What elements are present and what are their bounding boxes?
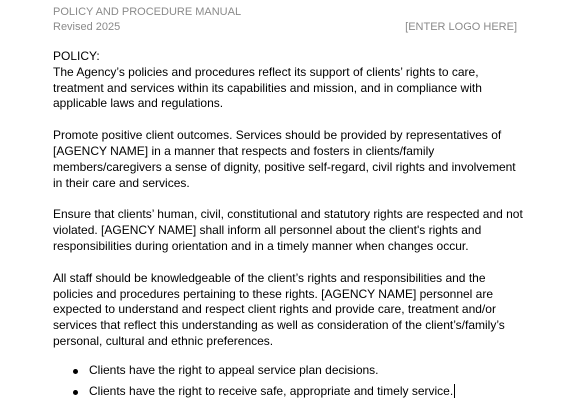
bullet-icon xyxy=(73,369,78,374)
document-body[interactable] xyxy=(53,49,523,405)
rights-list xyxy=(53,363,523,400)
policy-heading: POLICY: xyxy=(53,49,100,63)
list-item-text: Clients have the right to receive safe, appropriate and timely service. xyxy=(89,384,454,399)
logo-placeholder: [ENTER LOGO HERE] xyxy=(405,21,517,33)
list-item xyxy=(53,363,523,379)
paragraph: Promote positive client outcomes. Services should be provided by representatives of [AGENCY NAME] in a manner that respects and fosters in clients/family members/caregivers a sense of dignity, positive self-regard, civil rights and involvement in their care and services. xyxy=(53,128,516,190)
header-revision-row xyxy=(53,20,517,35)
list-item-text: Clients have the right to appeal service plan decisions. xyxy=(89,362,379,377)
header-title-row xyxy=(53,5,517,20)
paragraph: All staff should be knowledgeable of the client’s rights and responsibilities and the policies and procedures pertaining to these rights. [AGENCY NAME] personnel are expected to understand and respect client rights and provide care, treatment and/or services that reflect this understanding as well as consideration of the client’s/family’s personal, cultural and ethnic preferences. xyxy=(53,270,505,348)
revision-text: Revised 2025 xyxy=(53,21,121,33)
manual-title: POLICY AND PROCEDURE MANUAL xyxy=(53,6,242,18)
text-cursor xyxy=(454,384,455,398)
paragraph: The Agency’s policies and procedures reflect its support of clients’ rights to care, treatment and services within its capabilities and mission, and in compliance with applicable laws and regulations. xyxy=(53,64,482,111)
paragraph: Ensure that clients’ human, civil, constitutional and statutory rights are respected and not violated. [AGENCY NAME] shall inform all personnel about the client's rights and responsibilities during orientation and in a timely manner when changes occur. xyxy=(53,207,523,253)
page-header xyxy=(53,5,517,35)
list-item xyxy=(53,384,523,400)
bullet-icon xyxy=(73,390,78,395)
